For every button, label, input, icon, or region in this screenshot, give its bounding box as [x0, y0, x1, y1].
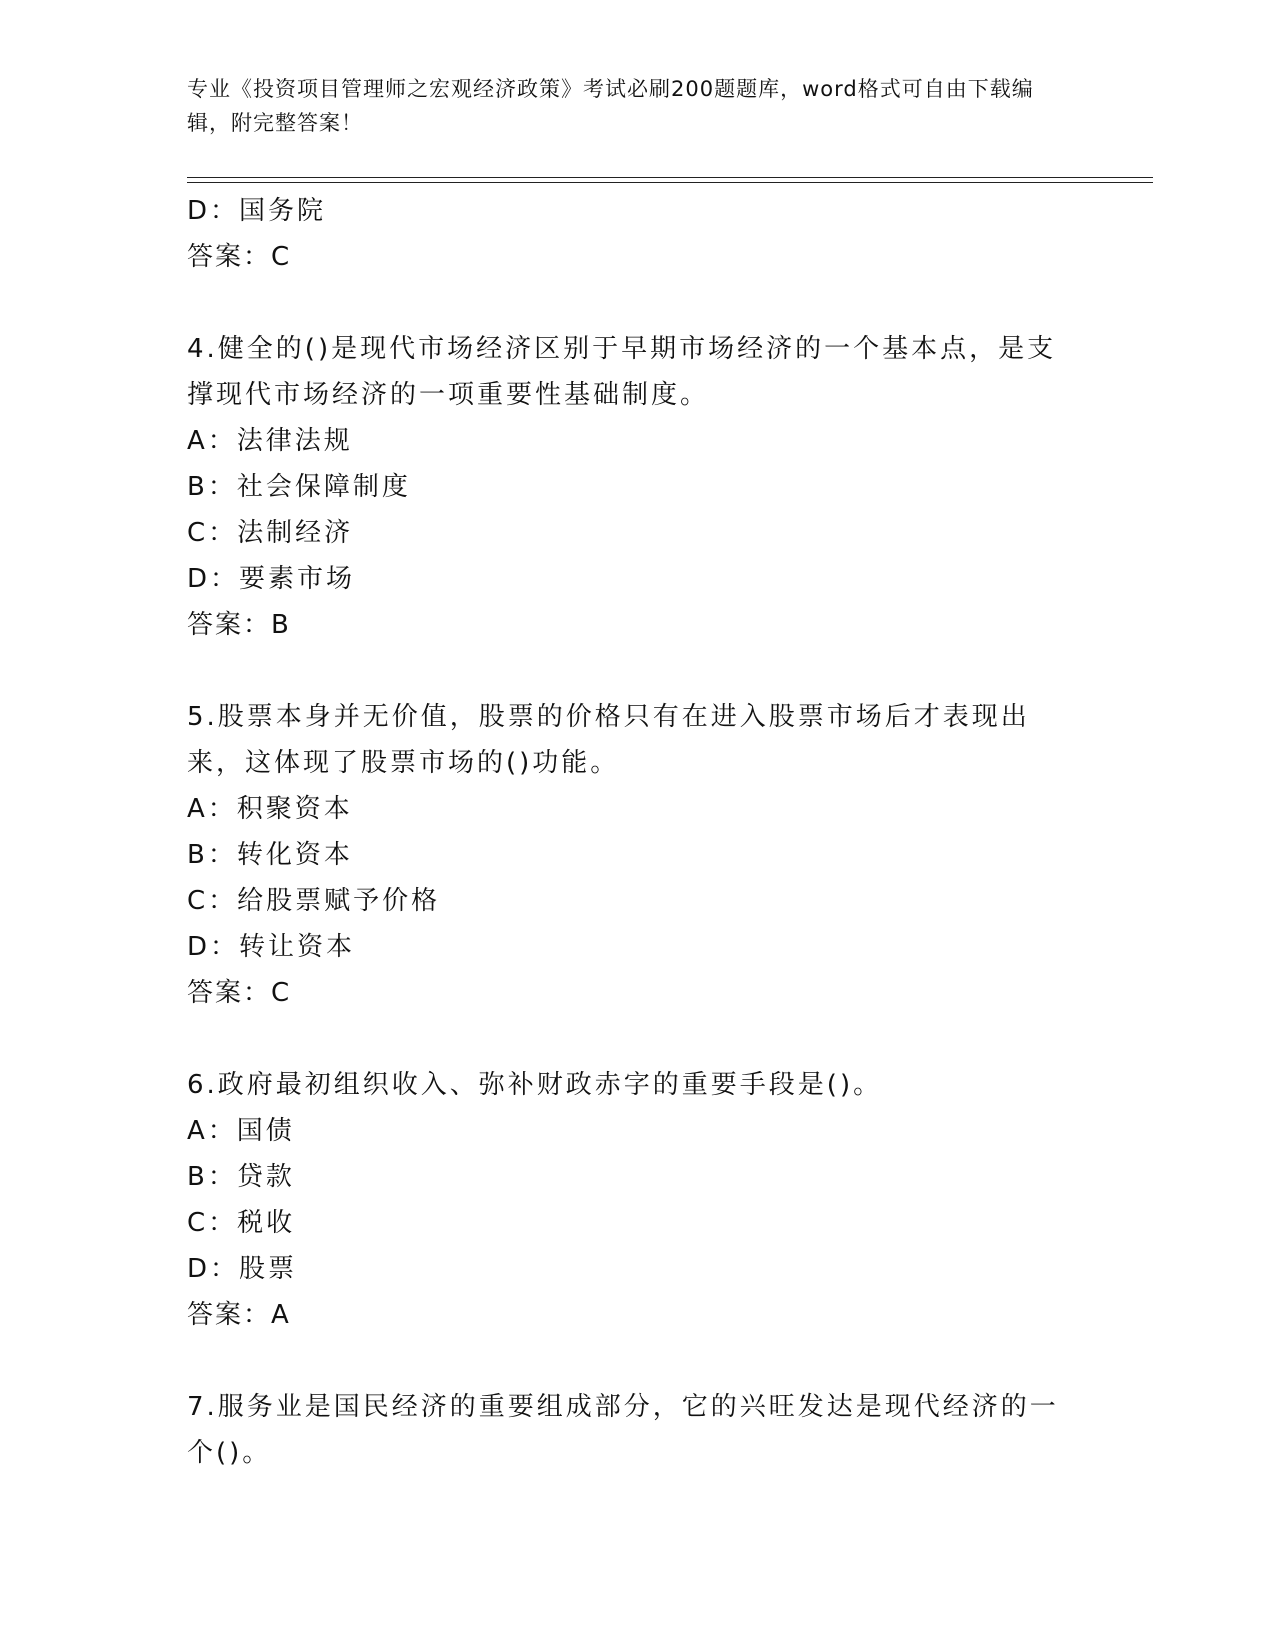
header-rule-bottom — [187, 182, 1153, 183]
q6-stem: 6.政府最初组织收入、弥补财政赤字的重要手段是()。 — [187, 1070, 883, 1100]
q5-stem: 5.股票本身并无价值，股票的价格只有在进入股票市场后才表现出来，这体现了股票市场的()功能。 — [187, 702, 1030, 778]
q4-answer: 答案：B — [187, 610, 291, 640]
question-list — [187, 188, 1067, 1476]
document-header: 专业《投资项目管理师之宏观经济政策》考试必刷200题题库，word格式可自由下载编辑，附完整答案！ — [187, 77, 1034, 135]
q4-option-c: C：法制经济 — [187, 518, 354, 548]
q4-option-a: A：法律法规 — [187, 426, 353, 456]
q6-option-d: D：股票 — [187, 1254, 298, 1284]
q5-option-c: C：给股票赋予价格 — [187, 886, 441, 916]
q3-answer: 答案：C — [187, 242, 292, 272]
q6-option-b: B：贷款 — [187, 1162, 295, 1192]
q6-option-c: C：税收 — [187, 1208, 296, 1238]
q5-option-d: D：转让资本 — [187, 932, 356, 962]
q5-option-a: A：积聚资本 — [187, 794, 353, 824]
q5-option-b: B：转化资本 — [187, 840, 353, 870]
q6-option-a: A：国债 — [187, 1116, 295, 1146]
q6-answer: 答案：A — [187, 1300, 291, 1330]
q4-option-d: D：要素市场 — [187, 564, 356, 594]
q4-stem: 4.健全的()是现代市场经济区别于早期市场经济的一个基本点，是支撑现代市场经济的一项重要性基础制度。 — [187, 334, 1057, 410]
q3-option-d: D：国务院 — [187, 196, 327, 226]
q5-answer: 答案：C — [187, 978, 292, 1008]
q7-stem: 7.服务业是国民经济的重要组成部分，它的兴旺发达是现代经济的一个()。 — [187, 1392, 1059, 1468]
q4-option-b: B：社会保障制度 — [187, 472, 411, 502]
header-rule-top — [187, 177, 1153, 178]
